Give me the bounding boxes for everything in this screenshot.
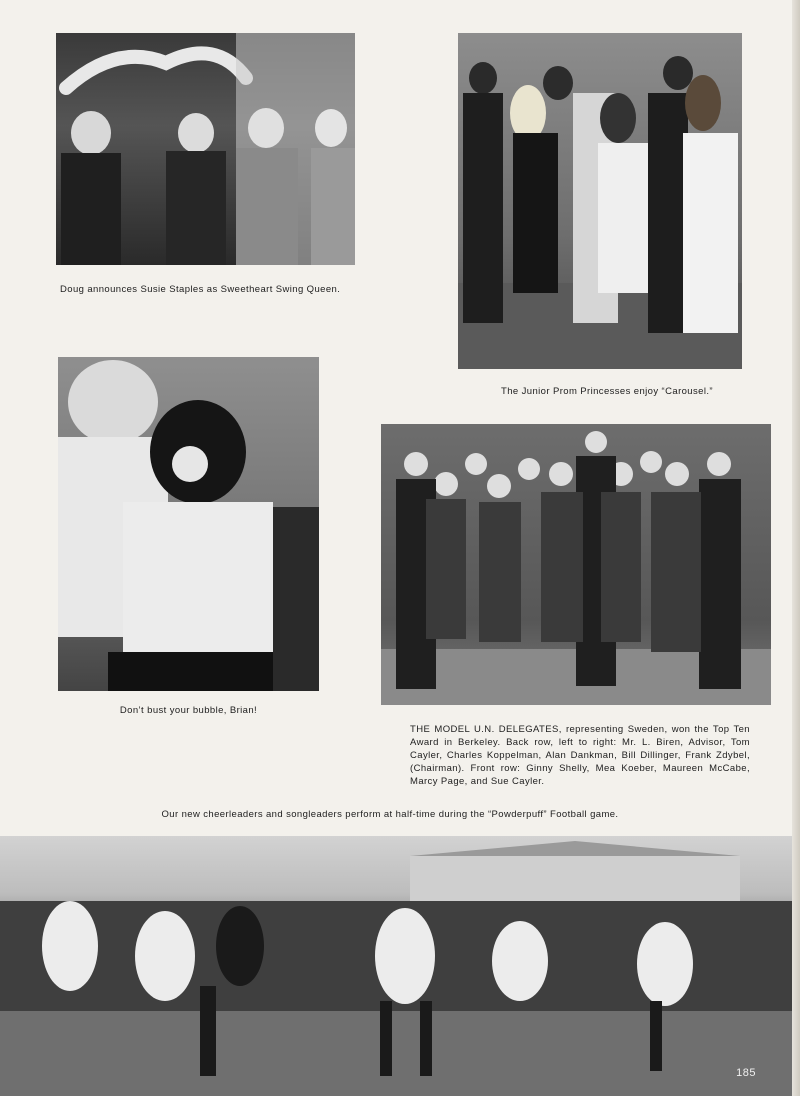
photo-model-un <box>381 424 771 705</box>
caption-sweetheart-swing: Doug announces Susie Staples as Sweetheart Swing Queen. <box>60 284 341 295</box>
caption-bust-bubble: Don’t bust your bubble, Brian! <box>119 705 258 716</box>
page-edge <box>792 0 800 1096</box>
caption-junior-prom: The Junior Prom Princesses enjoy “Carousel.” <box>501 386 713 397</box>
page-number: 185 <box>736 1067 756 1079</box>
photo-sweetheart-swing <box>56 33 355 265</box>
caption-model-un: THE MODEL U.N. DELEGATES, representing Sweden, won the Top Ten Award in Berkeley. Back row, left to right: Mr. L. Biren, Advisor, Tom Cayler, Charles Koppelman, Alan Dankman, Bill Dillinger, Frank Zdybel, (Chairman). Front row: Ginny Shelly, Mea Koeber, Maureen McCabe, Marcy Page, and Sue Cayler. <box>410 724 750 787</box>
photo-powderpuff-game <box>0 836 792 1096</box>
photo-junior-prom <box>458 33 742 369</box>
caption-cheerleaders: Our new cheerleaders and songleaders perform at half-time during the “Powderpuff” Football game. <box>161 809 619 820</box>
photo-bust-bubble <box>58 357 319 691</box>
